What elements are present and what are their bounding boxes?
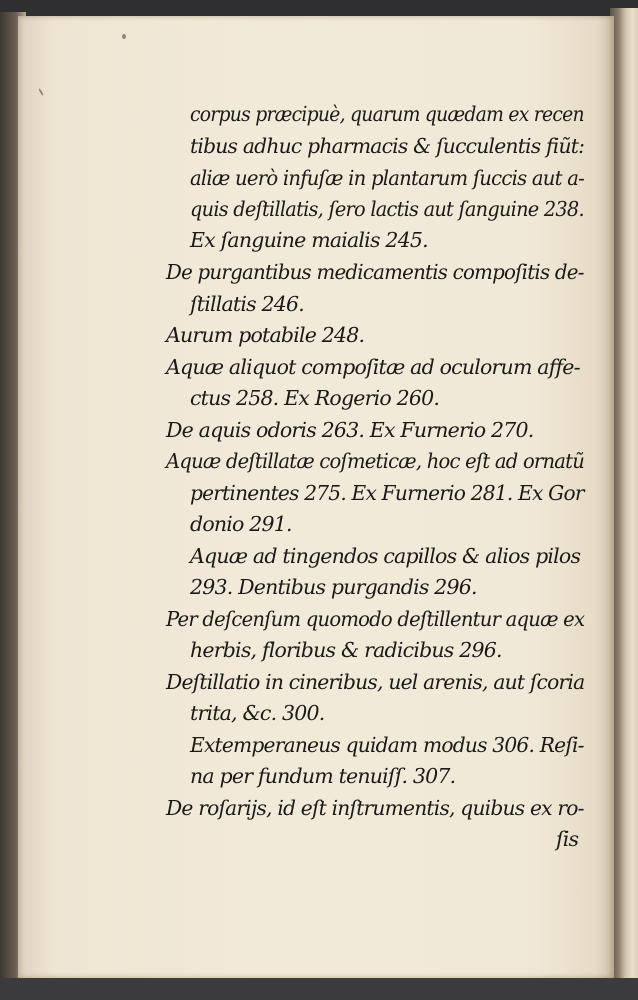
index-line: quis deſtillatis, ſero lactis aut ſanguine 238. bbox=[190, 197, 584, 221]
index-line: Aquæ ad tingendos capillos & alios pilos bbox=[190, 544, 581, 568]
index-line: De purgantibus medicamentis compoſitis de- bbox=[166, 260, 584, 284]
index-line: De aquis odoris 263. Ex Furnerio 270. bbox=[166, 418, 534, 442]
index-line: Extemperaneus quidam modus 306. Reſi- bbox=[190, 733, 584, 757]
index-line: ſtillatis 246. bbox=[190, 292, 304, 316]
index-line: ctus 258. Ex Rogerio 260. bbox=[190, 386, 440, 410]
index-line: Aurum potabile 248. bbox=[166, 323, 365, 347]
index-line: aliæ uerò infuſæ in plantarum ſuccis aut a- bbox=[190, 166, 584, 190]
index-line: Deſtillatio in cineribus, uel arenis, aut ſcoria bbox=[166, 670, 585, 694]
index-line: trita, &c. 300. bbox=[190, 701, 325, 725]
paper-speck bbox=[122, 34, 126, 39]
catchword: ſis bbox=[556, 827, 579, 851]
index-line: corpus præcipuè, quarum quædam ex recen bbox=[190, 102, 584, 126]
book-cover-right-edge bbox=[610, 8, 638, 988]
backdrop-bottom bbox=[0, 978, 638, 1000]
index-line: tibus adhuc pharmacis & ſucculentis fiũt: bbox=[190, 134, 585, 158]
index-line: pertinentes 275. Ex Furnerio 281. Ex Gor bbox=[190, 481, 584, 505]
index-line: De roſarijs, id eſt inſtrumentis, quibus ex ro- bbox=[166, 796, 584, 820]
index-line: Ex ſanguine maialis 245. bbox=[190, 228, 428, 252]
index-line: herbis, floribus & radicibus 296. bbox=[190, 638, 502, 662]
index-line: Aquæ aliquot compoſitæ ad oculorum affe- bbox=[166, 355, 580, 379]
index-line: donio 291. bbox=[190, 512, 292, 536]
index-line: Per deſcenſum quomodo deſtillentur aquæ ex bbox=[166, 607, 585, 631]
index-line: 293. Dentibus purgandis 296. bbox=[190, 575, 477, 599]
paper-speck bbox=[38, 88, 44, 96]
index-line: Aquæ deſtillatæ coſmeticæ, hoc eſt ad ornatũ bbox=[166, 449, 585, 473]
book-page bbox=[18, 16, 614, 978]
index-line: na per fundum tenuiſſ. 307. bbox=[190, 764, 456, 788]
